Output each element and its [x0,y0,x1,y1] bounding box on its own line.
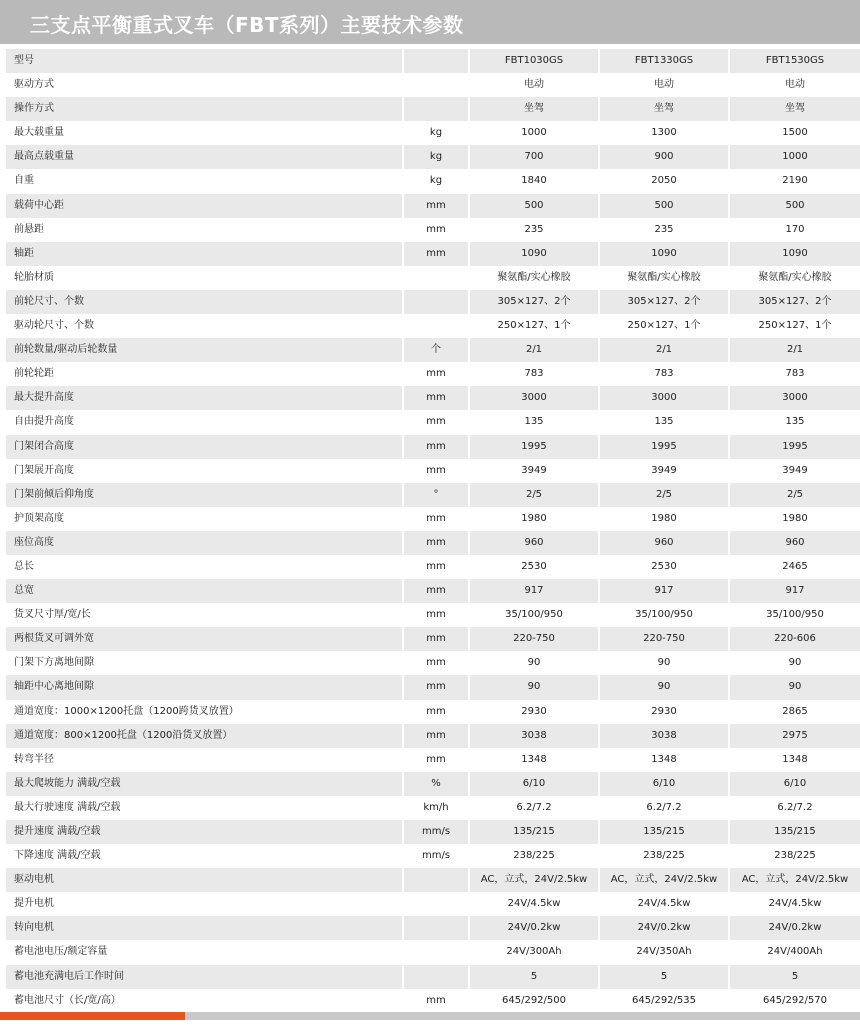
value-cell-fbt1030gs: 917 [470,579,600,603]
value-cell-fbt1530gs: 500 [730,194,860,218]
unit-cell: mm/s [404,844,470,868]
param-cell: 驱动电机 [6,868,404,892]
value-cell-fbt1030gs: 960 [470,531,600,555]
value-cell-fbt1030gs: 1090 [470,242,600,266]
value-cell-fbt1530gs: AC，立式，24V/2.5kw [730,868,860,892]
value-cell-fbt1330gs: 238/225 [600,844,730,868]
value-cell-fbt1530gs: 5 [730,965,860,989]
value-cell-fbt1030gs: 235 [470,218,600,242]
param-cell: 载荷中心距 [6,194,404,218]
value-cell-fbt1030gs: 坐驾 [470,97,600,121]
value-cell-fbt1030gs: 35/100/950 [470,603,600,627]
param-cell: 货叉尺寸厚/宽/长 [6,603,404,627]
table-row [6,700,860,724]
param-cell: 驱动轮尺寸、个数 [6,314,404,338]
table-row [6,483,860,507]
value-cell-fbt1530gs: 坐驾 [730,97,860,121]
value-cell-fbt1330gs: 5 [600,965,730,989]
table-row [6,314,860,338]
value-cell-fbt1530gs: 2865 [730,700,860,724]
table-row [6,603,860,627]
unit-cell [404,940,470,964]
value-cell-fbt1330gs: 250×127、1个 [600,314,730,338]
table-row [6,194,860,218]
value-cell-fbt1030gs: 3038 [470,724,600,748]
value-cell-fbt1330gs: 6.2/7.2 [600,796,730,820]
value-cell-fbt1530gs: 1090 [730,242,860,266]
value-cell-fbt1530gs: 2975 [730,724,860,748]
value-cell-fbt1330gs: 3949 [600,459,730,483]
table-row [6,145,860,169]
value-cell-fbt1030gs: 聚氨酯/实心橡胶 [470,266,600,290]
table-row [6,989,860,1013]
param-cell: 蓄电池充满电后工作时间 [6,965,404,989]
unit-cell: mm [404,989,470,1013]
value-cell-fbt1330gs: 235 [600,218,730,242]
value-cell-fbt1030gs: FBT1030GS [470,49,600,73]
table-row [6,121,860,145]
param-cell: 总宽 [6,579,404,603]
param-cell: 两根货叉可调外宽 [6,627,404,651]
value-cell-fbt1530gs: 645/292/570 [730,989,860,1013]
value-cell-fbt1030gs: 24V/4.5kw [470,892,600,916]
unit-cell: mm [404,531,470,555]
param-cell: 蓄电池尺寸（长/宽/高） [6,989,404,1013]
unit-cell: mm [404,651,470,675]
table-row [6,772,860,796]
value-cell-fbt1530gs: 3949 [730,459,860,483]
table-row [6,555,860,579]
unit-cell: % [404,772,470,796]
value-cell-fbt1330gs: 135 [600,410,730,434]
value-cell-fbt1530gs: 90 [730,651,860,675]
value-cell-fbt1530gs: FBT1530GS [730,49,860,73]
value-cell-fbt1330gs: 305×127、2个 [600,290,730,314]
param-cell: 最大爬坡能力 满载/空载 [6,772,404,796]
unit-cell: mm [404,459,470,483]
value-cell-fbt1030gs: 305×127、2个 [470,290,600,314]
value-cell-fbt1330gs: 960 [600,531,730,555]
table-row [6,675,860,699]
page-title: 三支点平衡重式叉车（FBT系列）主要技术参数 [30,13,464,37]
unit-cell: mm [404,386,470,410]
unit-cell [404,97,470,121]
param-cell: 最大提升高度 [6,386,404,410]
param-cell: 转向电机 [6,916,404,940]
param-cell: 最大行驶速度 满载/空载 [6,796,404,820]
table-row [6,820,860,844]
value-cell-fbt1030gs: 90 [470,651,600,675]
table-row [6,916,860,940]
table-row [6,965,860,989]
param-cell: 提升电机 [6,892,404,916]
value-cell-fbt1330gs: 2/5 [600,483,730,507]
value-cell-fbt1530gs: 250×127、1个 [730,314,860,338]
value-cell-fbt1330gs: FBT1330GS [600,49,730,73]
value-cell-fbt1530gs: 90 [730,675,860,699]
value-cell-fbt1530gs: 35/100/950 [730,603,860,627]
value-cell-fbt1030gs: AC，立式，24V/2.5kw [470,868,600,892]
value-cell-fbt1330gs: 6/10 [600,772,730,796]
table-row [6,242,860,266]
unit-cell: ° [404,483,470,507]
value-cell-fbt1530gs: 6.2/7.2 [730,796,860,820]
table-row [6,868,860,892]
value-cell-fbt1330gs: 2930 [600,700,730,724]
unit-cell [404,892,470,916]
table-row [6,892,860,916]
value-cell-fbt1330gs: 1348 [600,748,730,772]
value-cell-fbt1330gs: 917 [600,579,730,603]
param-cell: 门架前倾后仰角度 [6,483,404,507]
param-cell: 驱动方式 [6,73,404,97]
value-cell-fbt1030gs: 2/1 [470,338,600,362]
value-cell-fbt1530gs: 135/215 [730,820,860,844]
value-cell-fbt1330gs: 2/1 [600,338,730,362]
param-cell: 门架闭合高度 [6,435,404,459]
value-cell-fbt1330gs: 135/215 [600,820,730,844]
param-cell: 门架展开高度 [6,459,404,483]
value-cell-fbt1030gs: 645/292/500 [470,989,600,1013]
value-cell-fbt1330gs: 900 [600,145,730,169]
value-cell-fbt1330gs: 1995 [600,435,730,459]
unit-cell: km/h [404,796,470,820]
table-row [6,651,860,675]
param-cell: 最大载重量 [6,121,404,145]
value-cell-fbt1030gs: 783 [470,362,600,386]
unit-cell [404,868,470,892]
value-cell-fbt1530gs: 1995 [730,435,860,459]
param-cell: 蓄电池电压/额定容量 [6,940,404,964]
value-cell-fbt1530gs: 聚氨酯/实心橡胶 [730,266,860,290]
value-cell-fbt1330gs: 2530 [600,555,730,579]
value-cell-fbt1530gs: 6/10 [730,772,860,796]
spec-table [6,49,860,1013]
value-cell-fbt1030gs: 3000 [470,386,600,410]
param-cell: 通道宽度：800×1200托盘（1200沿货叉放置） [6,724,404,748]
value-cell-fbt1330gs: 90 [600,675,730,699]
value-cell-fbt1330gs: 35/100/950 [600,603,730,627]
table-row [6,410,860,434]
unit-cell: mm [404,242,470,266]
value-cell-fbt1030gs: 24V/300Ah [470,940,600,964]
unit-cell: kg [404,169,470,193]
value-cell-fbt1030gs: 电动 [470,73,600,97]
unit-cell: mm [404,194,470,218]
value-cell-fbt1530gs: 2/1 [730,338,860,362]
value-cell-fbt1530gs: 3000 [730,386,860,410]
value-cell-fbt1530gs: 960 [730,531,860,555]
value-cell-fbt1030gs: 238/225 [470,844,600,868]
param-cell: 最高点载重量 [6,145,404,169]
table-row [6,97,860,121]
value-cell-fbt1530gs: 238/225 [730,844,860,868]
param-cell: 通道宽度：1000×1200托盘（1200跨货叉放置） [6,700,404,724]
unit-cell: mm [404,603,470,627]
title-banner [0,0,860,44]
param-cell: 前轮数量/驱动后轮数量 [6,338,404,362]
value-cell-fbt1330gs: 聚氨酯/实心橡胶 [600,266,730,290]
table-row [6,435,860,459]
value-cell-fbt1530gs: 170 [730,218,860,242]
value-cell-fbt1530gs: 2465 [730,555,860,579]
value-cell-fbt1330gs: 783 [600,362,730,386]
unit-cell [404,73,470,97]
param-cell: 型号 [6,49,404,73]
param-cell: 轴距 [6,242,404,266]
table-row [6,338,860,362]
value-cell-fbt1530gs: 305×127、2个 [730,290,860,314]
param-cell: 轴距中心离地间隙 [6,675,404,699]
param-cell: 提升速度 满载/空载 [6,820,404,844]
unit-cell: mm [404,362,470,386]
value-cell-fbt1330gs: 坐驾 [600,97,730,121]
value-cell-fbt1530gs: 1000 [730,145,860,169]
value-cell-fbt1530gs: 2/5 [730,483,860,507]
table-row [6,49,860,73]
value-cell-fbt1030gs: 2930 [470,700,600,724]
value-cell-fbt1030gs: 1000 [470,121,600,145]
value-cell-fbt1330gs: 90 [600,651,730,675]
footer-accent-bar [0,1012,185,1020]
value-cell-fbt1030gs: 1840 [470,169,600,193]
value-cell-fbt1330gs: 645/292/535 [600,989,730,1013]
table-row [6,940,860,964]
value-cell-fbt1530gs: 135 [730,410,860,434]
footer-bar [0,1012,860,1020]
table-row [6,290,860,314]
value-cell-fbt1030gs: 1348 [470,748,600,772]
value-cell-fbt1330gs: 1980 [600,507,730,531]
param-cell: 轮胎材质 [6,266,404,290]
param-cell: 转弯半径 [6,748,404,772]
unit-cell: mm [404,748,470,772]
param-cell: 座位高度 [6,531,404,555]
value-cell-fbt1030gs: 250×127、1个 [470,314,600,338]
value-cell-fbt1030gs: 220-750 [470,627,600,651]
value-cell-fbt1330gs: 1090 [600,242,730,266]
value-cell-fbt1030gs: 2/5 [470,483,600,507]
table-row [6,266,860,290]
unit-cell [404,314,470,338]
value-cell-fbt1330gs: 500 [600,194,730,218]
value-cell-fbt1530gs: 1348 [730,748,860,772]
table-row [6,218,860,242]
table-row [6,748,860,772]
value-cell-fbt1330gs: AC，立式，24V/2.5kw [600,868,730,892]
table-row [6,844,860,868]
unit-cell [404,965,470,989]
param-cell: 总长 [6,555,404,579]
value-cell-fbt1530gs: 220-606 [730,627,860,651]
value-cell-fbt1530gs: 24V/4.5kw [730,892,860,916]
unit-cell: mm [404,627,470,651]
value-cell-fbt1330gs: 2050 [600,169,730,193]
unit-cell [404,290,470,314]
param-cell: 自重 [6,169,404,193]
unit-cell: kg [404,121,470,145]
param-cell: 门架下方离地间隙 [6,651,404,675]
table-row [6,362,860,386]
value-cell-fbt1330gs: 3038 [600,724,730,748]
table-row [6,386,860,410]
value-cell-fbt1030gs: 90 [470,675,600,699]
value-cell-fbt1030gs: 500 [470,194,600,218]
value-cell-fbt1030gs: 6/10 [470,772,600,796]
value-cell-fbt1030gs: 1980 [470,507,600,531]
unit-cell: mm [404,435,470,459]
unit-cell: mm [404,675,470,699]
table-row [6,627,860,651]
value-cell-fbt1530gs: 1500 [730,121,860,145]
param-cell: 下降速度 满载/空载 [6,844,404,868]
unit-cell: mm [404,555,470,579]
value-cell-fbt1030gs: 135/215 [470,820,600,844]
value-cell-fbt1330gs: 24V/350Ah [600,940,730,964]
table-row [6,531,860,555]
param-cell: 前悬距 [6,218,404,242]
value-cell-fbt1530gs: 24V/0.2kw [730,916,860,940]
param-cell: 护顶架高度 [6,507,404,531]
unit-cell [404,916,470,940]
param-cell: 前轮轮距 [6,362,404,386]
value-cell-fbt1330gs: 电动 [600,73,730,97]
value-cell-fbt1030gs: 135 [470,410,600,434]
table-row [6,169,860,193]
table-row [6,724,860,748]
value-cell-fbt1030gs: 3949 [470,459,600,483]
value-cell-fbt1030gs: 6.2/7.2 [470,796,600,820]
table-row [6,507,860,531]
value-cell-fbt1330gs: 220-750 [600,627,730,651]
value-cell-fbt1530gs: 783 [730,362,860,386]
value-cell-fbt1330gs: 3000 [600,386,730,410]
value-cell-fbt1330gs: 24V/0.2kw [600,916,730,940]
table-row [6,459,860,483]
value-cell-fbt1530gs: 电动 [730,73,860,97]
value-cell-fbt1330gs: 1300 [600,121,730,145]
unit-cell: mm [404,700,470,724]
table-row [6,73,860,97]
value-cell-fbt1530gs: 1980 [730,507,860,531]
value-cell-fbt1030gs: 2530 [470,555,600,579]
param-cell: 操作方式 [6,97,404,121]
unit-cell [404,266,470,290]
unit-cell: mm [404,724,470,748]
value-cell-fbt1030gs: 24V/0.2kw [470,916,600,940]
value-cell-fbt1530gs: 24V/400Ah [730,940,860,964]
unit-cell: 个 [404,338,470,362]
value-cell-fbt1030gs: 5 [470,965,600,989]
unit-cell: kg [404,145,470,169]
unit-cell: mm/s [404,820,470,844]
value-cell-fbt1330gs: 24V/4.5kw [600,892,730,916]
param-cell: 前轮尺寸、个数 [6,290,404,314]
unit-cell: mm [404,507,470,531]
unit-cell [404,49,470,73]
table-row [6,796,860,820]
value-cell-fbt1530gs: 2190 [730,169,860,193]
unit-cell: mm [404,579,470,603]
value-cell-fbt1530gs: 917 [730,579,860,603]
unit-cell: mm [404,218,470,242]
table-row [6,579,860,603]
value-cell-fbt1030gs: 700 [470,145,600,169]
unit-cell: mm [404,410,470,434]
param-cell: 自由提升高度 [6,410,404,434]
value-cell-fbt1030gs: 1995 [470,435,600,459]
